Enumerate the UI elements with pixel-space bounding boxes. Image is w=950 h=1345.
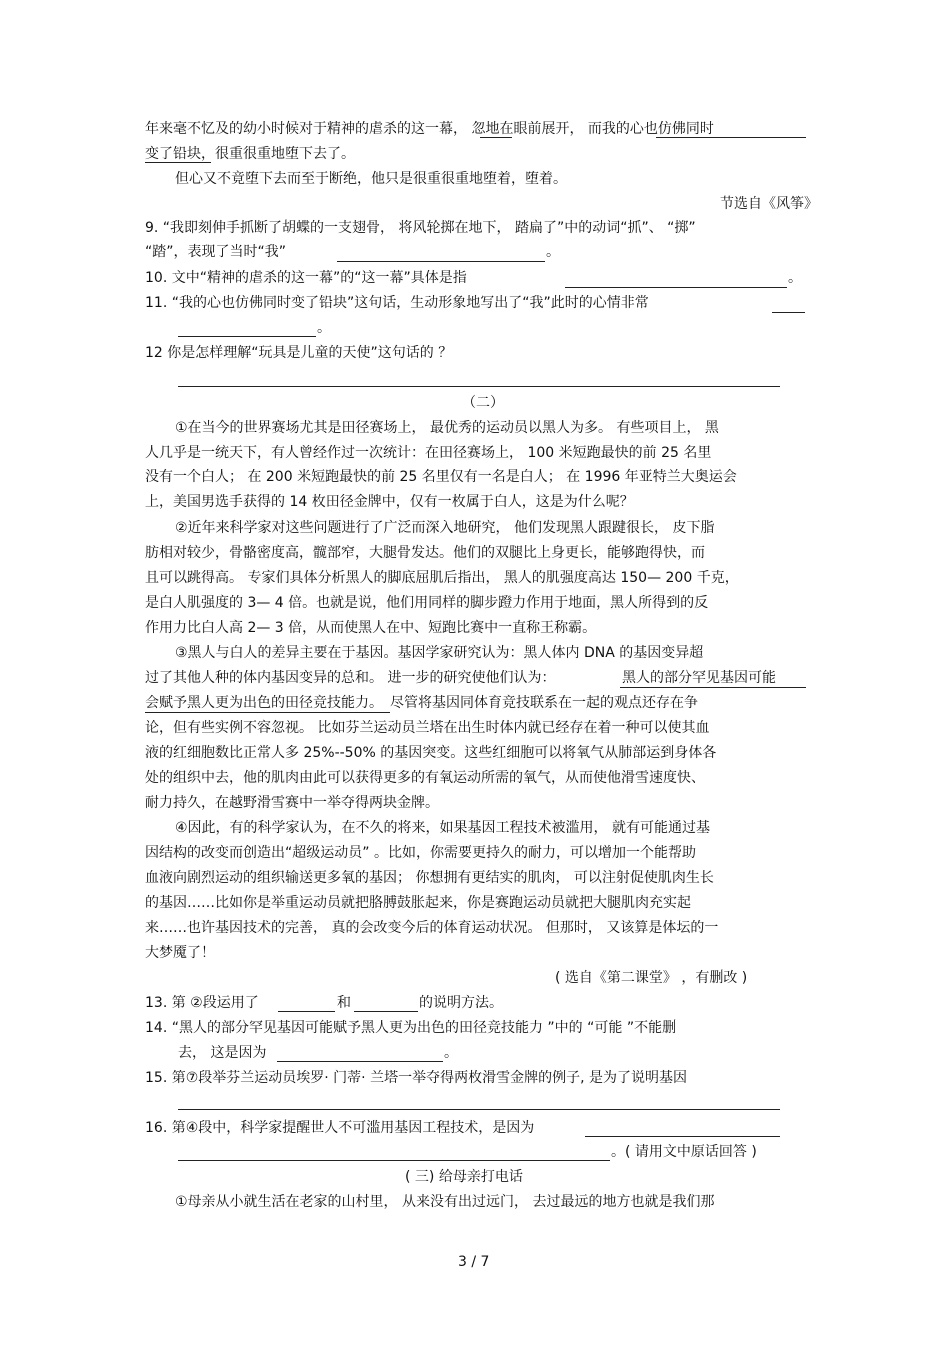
text-line: 且可以跳得高。 专家们具体分析黑人的脚底屈肌后指出， 黑人的肌强度高达 150— 200 千克， [145,570,739,586]
underline [480,137,512,138]
text-line: 年来毫不忆及的幼小时候对于精神的虐杀的这一幕， 忽地在眼前展开， 而我的心也仿佛同时 [145,121,714,137]
answer-blank[interactable] [278,1011,335,1012]
underlined-sentence: 会赋予黑人更为出色的田径竞技能力。 [145,695,383,711]
text-line: ③黑人与白人的差异主要在于基因。基因学家研究认为：黑人体内 DNA 的基因变异超 [175,645,704,661]
question-9-cont: “踏”，表现了当时“我” [145,244,287,260]
answer-blank[interactable] [277,1061,443,1062]
text-line: 液的红细胞数比正常人多 25%--50% 的基因突变。这些红细胞可以将氧气从肺部运到身体各 [145,745,717,761]
text-line: 作用力比白人高 2— 3 倍，从而使黑人在中、短跑比赛中一直称王称霸。 [145,620,597,636]
text-line: 过了其他人种的体内基因变异的总和。 进一步的研究使他们认为： [145,670,556,686]
text-line: ①母亲从小就生活在老家的山村里， 从来没有出过远门， 去过最远的地方也就是我们那 [175,1194,715,1210]
question-13-end: 的说明方法。 [419,995,503,1011]
text-line: 变了铅块，很重很重地堕下去了。 [145,146,355,162]
question-12: 12 你是怎样理解“玩具是儿童的天使”这句话的 ？ [145,345,453,361]
question-14: 14. “黑人的部分罕见基因可能赋予黑人更为出色的田径竞技能力 ”中的 “可能 ”不能删 [145,1020,677,1036]
text-line: 耐力持久，在越野滑雪赛中一举夺得两块金牌。 [145,795,439,811]
text-line: 的基因……比如你是举重运动员就把胳膊鼓胀起来，你是赛跑运动员就把大腿肌肉充实起 [145,895,691,911]
text-line: 是白人肌强度的 3— 4 倍。也就是说，他们用同样的脚步蹬力作用于地面，黑人所得到的反 [145,595,709,611]
answer-blank[interactable] [178,386,780,387]
text-line: 上，美国男选手获得的 14 枚田径金牌中，仅有一枚属于白人，这是为什么呢？ [145,494,634,510]
question-13: 13. 第 ②段运用了 [145,995,259,1011]
underline [620,687,806,688]
text-line: 没有一个白人； 在 200 米短跑最快的前 25 名里仅有一名是白人； 在 1996 年亚特兰大奥运会 [145,469,737,485]
text-line: ④因此，有的科学家认为，在不久的将来，如果基因工程技术被滥用， 就有可能通过基 [175,820,710,836]
section-heading: （二） [462,395,504,411]
text-line: 大梦魇了！ [145,945,215,961]
question-11: 11. “我的心也仿佛同时变了铅块”这句话，生动形象地写出了“我”此时的心情非常 [145,295,649,311]
article-source: ( 选自《第二课堂》 ，有删改 ) [555,970,748,986]
underlined-sentence: 黑人的部分罕见基因可能 [622,670,776,686]
answer-blank[interactable] [565,287,787,288]
question-16: 16. 第④段中，科学家提醒世人不可滥用基因工程技术，是因为 [145,1120,535,1136]
answer-blank[interactable] [354,1011,418,1012]
text-line: 处的组织中去，他的肌肉由此可以获得更多的有氧运动所需的氧气，从而使他滑雪速度快、 [145,770,705,786]
text-line: ②近年来科学家对这些问题进行了广泛而深入地研究， 他们发现黑人跟踺很长， 皮下脂 [175,520,715,536]
page-number: 3 / 7 [458,1254,490,1270]
underline [145,712,390,713]
text-line: 论，但有些实例不容忽视。 比如芬兰运动员兰塔在出生时体内就已经存在着一种可以使其血 [145,720,710,736]
text-line: 因结构的改变而创造出“超级运动员” 。比如，你需要更持久的耐力，可以增加一个能帮助 [145,845,696,861]
question-9: 9. “我即刻伸手抓断了胡蝶的一支翅骨， 将风轮掷在地下， 踏扁了”中的动词“抓”、 “掷” [145,220,696,236]
answer-blank[interactable] [337,261,545,262]
question-15: 15. 第⑦段举芬兰运动员埃罗· 门蒂· 兰塔一举夺得两枚滑雪金牌的例子, 是为了说明基因 [145,1070,687,1086]
underline [656,137,806,138]
text-line: 尽管将基因同体育竞技联系在一起的观点还存在争 [390,695,698,711]
question-14-cont: 去， 这是因为 [178,1045,267,1061]
answer-blank[interactable] [772,312,805,313]
question-10: 10. 文中“精神的虐杀的这一幕”的“这一幕”具体是指 [145,270,467,286]
answer-blank[interactable] [585,1136,780,1137]
answer-blank[interactable] [178,336,316,337]
period: 。 [546,244,560,260]
period: 。 [317,320,331,336]
question-16-note: 。( 请用文中原话回答 ) [611,1144,757,1160]
period: 。 [444,1045,458,1061]
period: 。 [788,270,802,286]
section-heading: ( 三) 给母亲打电话 [405,1169,523,1185]
text-line: ①在当今的世界赛场尤其是田径赛场上， 最优秀的运动员以黑人为多。 有些项目上， 黑 [175,420,719,436]
answer-blank[interactable] [178,1109,780,1110]
text-line: 肪相对较少，骨骼密度高，髋部窄，大腿骨发达。他们的双腿比上身更长，能够跑得快，而 [145,545,705,561]
excerpt-source: 节选自《风筝》 [720,196,818,212]
underline [145,162,211,163]
answer-blank[interactable] [178,1160,610,1161]
text-line: 血液向剧烈运动的组织输送更多氧的基因； 你想拥有更结实的肌肉， 可以注射促使肌肉生长 [145,870,714,886]
question-13-and: 和 [337,995,351,1011]
text-line: 人几乎是一统天下，有人曾经作过一次统计：在田径赛场上， 100 米短跑最快的前 25 名里 [145,445,712,461]
text-line: 来……也许基因技术的完善， 真的会改变今后的体育运动状况。 但那时， 又该算是体坛的一 [145,920,719,936]
text-line: 但心又不竟堕下去而至于断绝，他只是很重很重地堕着，堕着。 [175,171,567,187]
